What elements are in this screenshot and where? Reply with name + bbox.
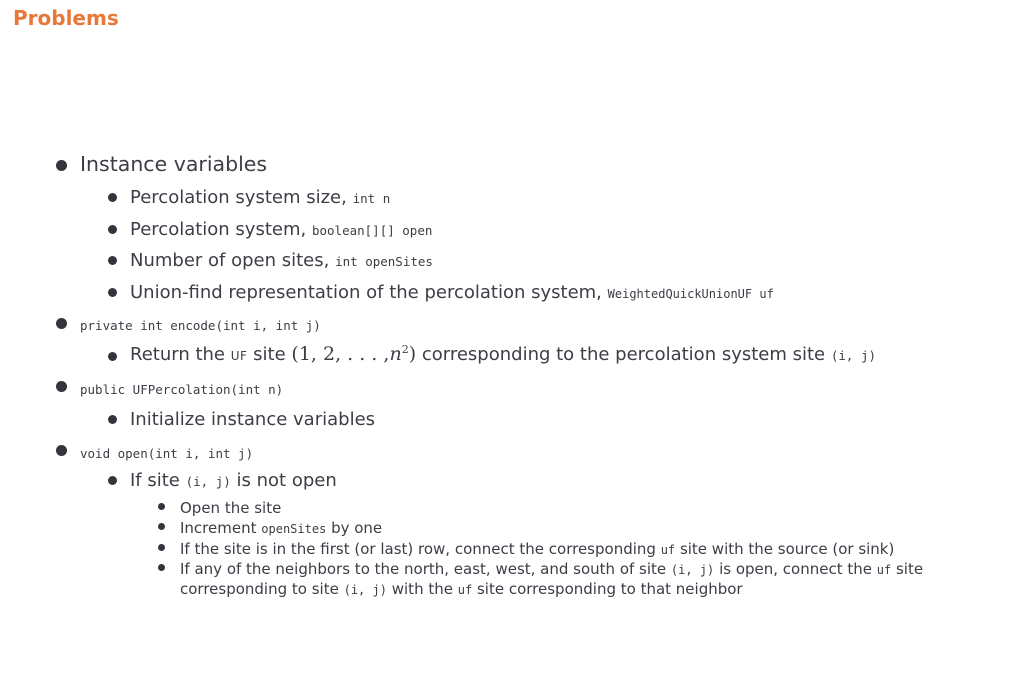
bullet-l2	[108, 225, 117, 234]
open-if-text: If site	[130, 470, 180, 491]
bullet-l3	[158, 523, 165, 530]
item-size-text: Percolation system size,	[130, 187, 347, 208]
step4-mid-text: is open, connect the	[719, 560, 872, 578]
encode-math-n: n	[389, 343, 402, 365]
bullet-l3	[158, 503, 165, 510]
open-signature: void open(int i, int j)	[80, 446, 254, 461]
encode-description	[130, 343, 876, 365]
step3-pre-text: If the site is in the first (or last) row, connect the corresponding	[180, 540, 656, 558]
step2-code: openSites	[261, 522, 327, 536]
bullet-l1	[56, 318, 67, 329]
encode-uf-label: UF	[230, 349, 248, 363]
constructor-init: Initialize instance variables	[130, 409, 376, 430]
encode-site-text: site	[253, 344, 286, 365]
bullet-l2	[108, 415, 117, 424]
item-open-sites	[130, 250, 433, 271]
bullet-l1	[56, 160, 67, 171]
slide-title: Problems	[13, 6, 119, 30]
open-step-4	[180, 560, 923, 578]
step4b-uf-code: uf	[457, 583, 473, 597]
step4b-mid-text: with the	[391, 580, 453, 598]
item-system-code: boolean[][] open	[311, 223, 433, 238]
bullet-l2	[108, 288, 117, 297]
step4-post-text: site	[895, 560, 924, 578]
bullet-l2	[108, 476, 117, 485]
encode-signature: private int encode(int i, int j)	[80, 318, 321, 333]
step2-post-text: by one	[331, 519, 383, 537]
item-open-sites-text: Number of open sites,	[130, 250, 330, 271]
step4b-ij-code: (i, j)	[343, 583, 387, 597]
constructor-signature: public UFPercolation(int n)	[80, 382, 284, 397]
item-uf-code: WeightedQuickUnionUF uf	[607, 287, 774, 301]
open-if-post-text: is not open	[236, 470, 337, 491]
step3-post-text: site with the source (or sink)	[679, 540, 895, 558]
encode-return-text: Return the	[130, 344, 225, 365]
item-size-code: int n	[352, 191, 391, 206]
encode-math-open: (1, 2, . . . ,	[291, 343, 390, 365]
open-step-1: Open the site	[180, 499, 282, 517]
encode-ij-code: (i, j)	[830, 348, 877, 363]
step4b-post-text: site corresponding to that neighbor	[476, 580, 743, 598]
step4-ij-code: (i, j)	[670, 563, 715, 577]
item-system	[130, 219, 432, 240]
step4b-pre-text: corresponding to site	[180, 580, 339, 598]
open-step-3	[180, 540, 894, 558]
step4-pre-text: If any of the neighbors to the north, east, west, and south of site	[180, 560, 667, 578]
open-condition	[130, 470, 337, 491]
bullet-l1	[56, 381, 67, 392]
item-system-text: Percolation system,	[130, 219, 307, 240]
item-open-sites-code: int openSites	[335, 254, 433, 269]
bullet-l3	[158, 544, 165, 551]
step2-pre-text: Increment	[180, 519, 257, 537]
bullet-l2	[108, 256, 117, 265]
step4-uf-code: uf	[876, 563, 892, 577]
item-uf	[130, 282, 774, 303]
encode-math-sup: 2	[401, 343, 409, 356]
encode-math-close: )	[408, 343, 417, 365]
bullet-l1	[56, 445, 67, 456]
item-uf-text: Union-find representation of the percolation system,	[130, 282, 602, 303]
item-size	[130, 187, 390, 208]
open-step-4-continued	[180, 580, 743, 598]
encode-corr-text: corresponding to the percolation system site	[421, 344, 826, 365]
open-step-2	[180, 519, 382, 537]
bullet-l2	[108, 352, 117, 361]
open-if-ij-code: (i, j)	[185, 474, 231, 489]
step3-code: uf	[660, 543, 676, 557]
bullet-l3	[158, 564, 165, 571]
bullet-l2	[108, 193, 117, 202]
item-instance-variables: Instance variables	[80, 152, 268, 176]
